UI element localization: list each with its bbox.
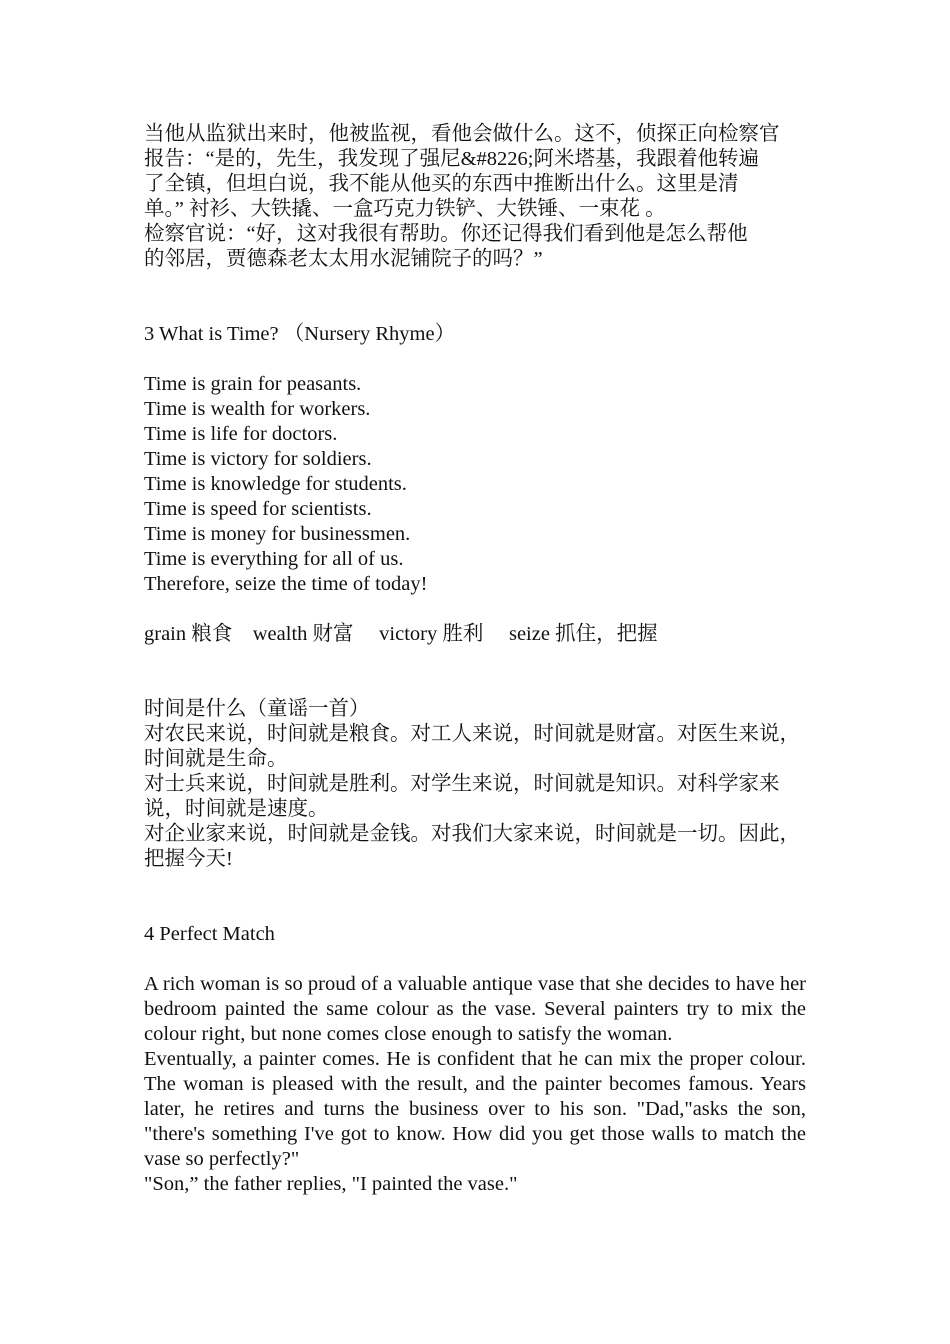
cn-line: 当他从监狱出来时，他被监视，看他会做什么。这不，侦探正向检察官 [144, 123, 780, 145]
rhyme-line: Therefore, seize the time of today! [144, 573, 428, 595]
cn-line: 的邻居，贾德森老太太用水泥铺院子的吗？” [144, 248, 543, 270]
vocab-item: seize 抓住，把握 [508, 623, 658, 645]
cn-line: 报告：“是的，先生，我发现了强尼&#8226;阿米塔基，我跟着他转遍 [144, 148, 759, 170]
cn-line: 对企业家来说，时间就是金钱。对我们大家来说，时间就是一切。因此， [144, 823, 800, 845]
rhyme-line: Time is knowledge for students. [144, 473, 407, 495]
vocabulary-list [144, 622, 806, 647]
section-title-perfect-match: 4 Perfect Match [144, 923, 275, 945]
cn-line: 对士兵来说，时间就是胜利。对学生来说，时间就是知识。对科学家来 [144, 773, 780, 795]
vocab-item: grain 粮食 [144, 623, 233, 645]
cn-line: 时间就是生命。 [144, 748, 288, 770]
cn-line: 对农民来说，时间就是粮食。对工人来说，时间就是财富。对医生来说， [144, 723, 800, 745]
rhyme-line: Time is life for doctors. [144, 423, 338, 445]
rhyme [144, 372, 806, 597]
rhyme-line: Time is money for businessmen. [144, 523, 411, 545]
document-page [144, 122, 806, 1197]
rhyme-line: Time is victory for soldiers. [144, 448, 372, 470]
story-paragraph: Eventually, a painter comes. He is confident that he can mix the proper colour. The woman is pleased with the result, and the painter becomes famous. Years later, he retires and turns the business over to his son. "Dad,"asks the son, "there's something I've got to know. How did you get those walls to match the vase so perfectly?" [144, 1048, 806, 1170]
story-paragraph: A rich woman is so proud of a valuable antique vase that she decides to have her bedroom painted the same colour as the vase. Several painters try to mix the colour right, but none comes close enough to satisfy the woman. [144, 973, 806, 1045]
rhyme-line: Time is everything for all of us. [144, 548, 404, 570]
cn-line: 单。” 衬衫、大铁撬、一盒巧克力铁铲、大铁锤、一束花 。 [144, 198, 666, 220]
cn-line: 了全镇，但坦白说，我不能从他买的东西中推断出什么。这里是清 [144, 173, 739, 195]
rhyme-line: Time is speed for scientists. [144, 498, 372, 520]
rhyme-line: Time is grain for peasants. [144, 373, 362, 395]
rhyme-translation-cn [144, 722, 806, 872]
story-paragraph: "Son,” the father replies, "I painted the vase." [144, 1173, 518, 1195]
rhyme-line: Time is wealth for workers. [144, 398, 371, 420]
cn-line: 说，时间就是速度。 [144, 798, 329, 820]
story-translation-cn [144, 122, 806, 272]
cn-line: 检察官说：“好，这对我很有帮助。你还记得我们看到他是怎么帮他 [144, 223, 748, 245]
vocab-item: victory 胜利 [379, 623, 484, 645]
cn-line: 把握今天! [144, 848, 233, 870]
vocab-item: wealth 财富 [252, 623, 354, 645]
rhyme-translation-title: 时间是什么（童谣一首） [144, 698, 370, 720]
section-title-what-is-time: 3 What is Time? （Nursery Rhyme） [144, 323, 456, 345]
